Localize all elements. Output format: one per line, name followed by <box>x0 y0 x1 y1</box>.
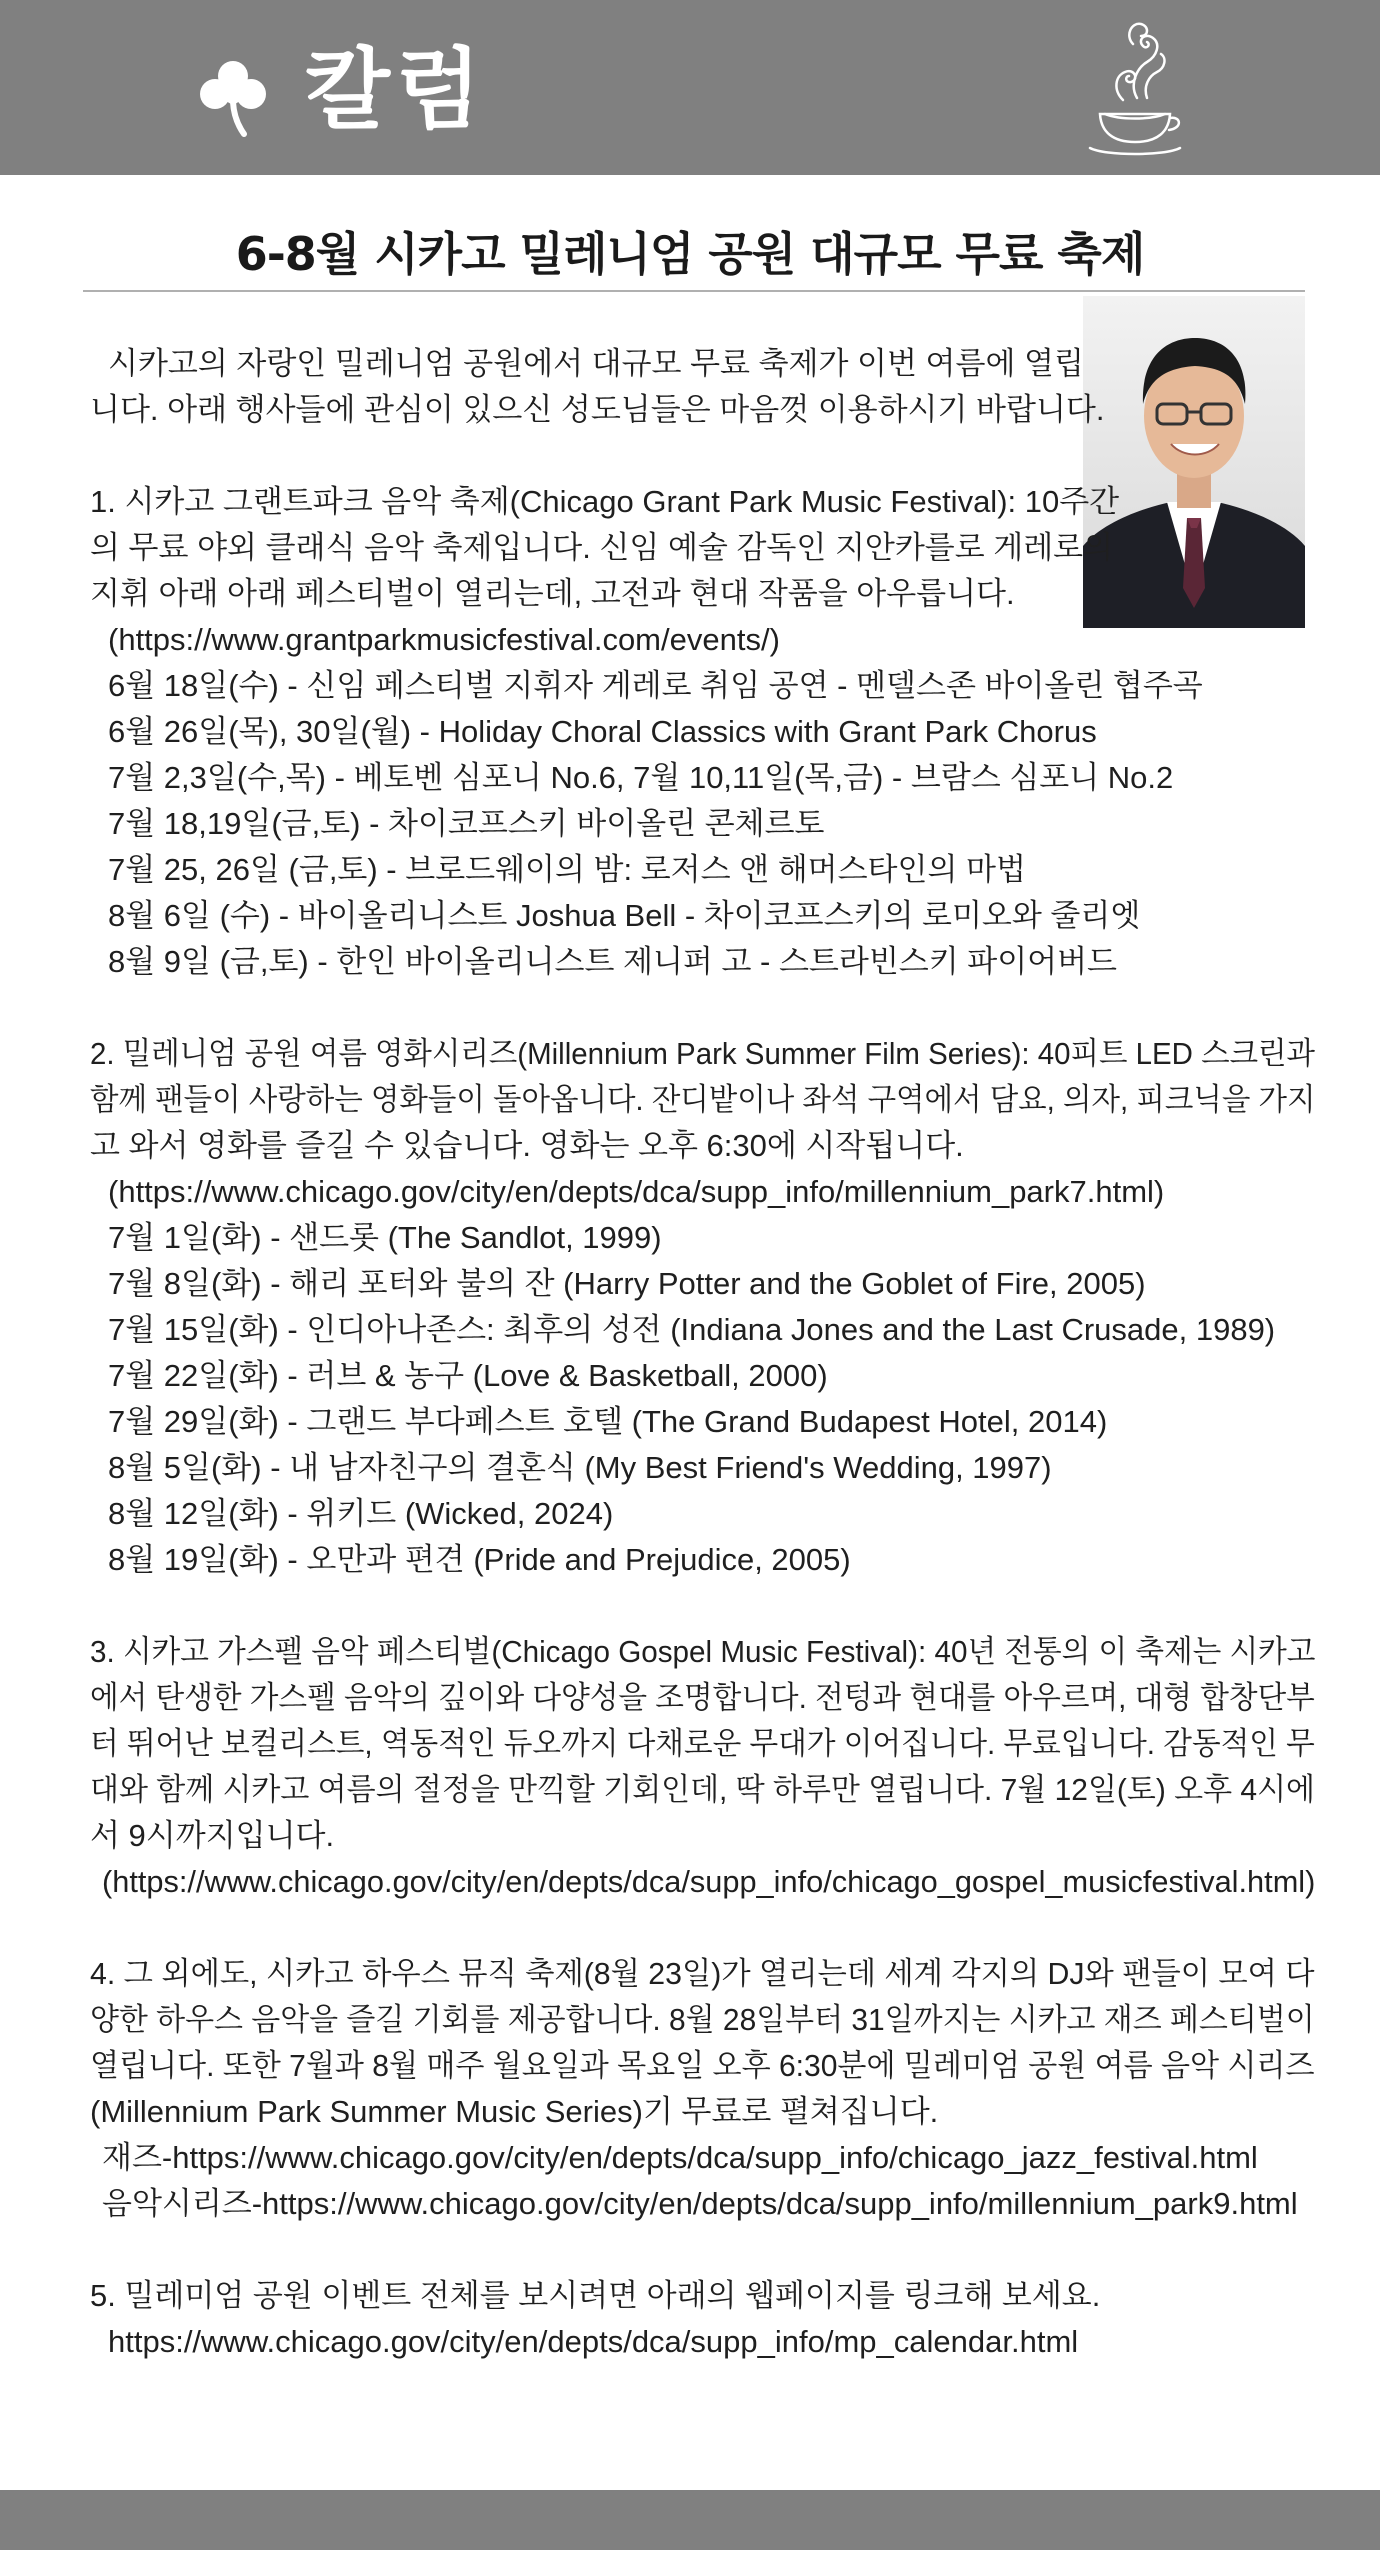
event-list-item: 7월 25, 26일 (금,토) - 브로드웨이의 밤: 로저스 앤 해머스타인의 마법 <box>108 852 1026 887</box>
calendar-url[interactable]: https://www.chicago.gov/city/en/depts/dca/supp_info/mp_calendar.html <box>108 2324 1079 2359</box>
section-2-heading: 2. 밀레니엄 공원 여름 영화시리즈(Millennium Park Summer Film Series): 40피트 LED 스크린과 <box>90 1036 1315 1071</box>
section-3-line: 서 9시까지입니다. <box>90 1818 335 1853</box>
event-list-item: 7월 18,19일(금,토) - 차이코프스키 바이올린 콘체르토 <box>108 806 825 841</box>
event-list-item: 8월 9일 (금,토) - 한인 바이올리니스트 제니퍼 고 - 스트라빈스키 파이어버드 <box>108 944 1118 979</box>
event-list-item: 6월 18일(수) - 신임 페스티벌 지휘자 게레로 취임 공연 - 멘델스존 바이올린 협주곡 <box>108 668 1203 703</box>
section-3-line: 터 뛰어난 보컬리스트, 역동적인 듀오까지 다채로운 무대가 이어집니다. 무료입니다. 감동적인 무 <box>90 1726 1315 1761</box>
section-2-line: 함께 팬들이 사랑하는 영화들이 돌아옵니다. 잔디밭이나 좌석 구역에서 담요, 의자, 피크닉을 가지 <box>90 1082 1316 1117</box>
article-title: 6-8월 시카고 밀레니엄 공원 대규모 무료 축제 <box>235 227 1145 281</box>
section-4-line: 양한 하우스 음악을 즐길 기회를 제공합니다. 8월 28일부터 31일까지는 시카고 재즈 페스티벌이 <box>90 2002 1315 2037</box>
grant-park-url[interactable]: (https://www.grantparkmusicfestival.com/events/) <box>108 622 780 657</box>
film-list-item: 7월 8일(화) - 해리 포터와 불의 잔 (Harry Potter and the Goblet of Fire, 2005) <box>108 1266 1146 1301</box>
footer-bar <box>0 2490 1380 2550</box>
section-3-line: 에서 탄생한 가스펠 음악의 깊이와 다양성을 조명합니다. 전텅과 현대를 아우르며, 대형 합창단부 <box>90 1680 1315 1715</box>
film-list-item: 7월 1일(화) - 샌드롯 (The Sandlot, 1999) <box>108 1220 662 1255</box>
music-series-url[interactable]: 음악시리즈-https://www.chicago.gov/city/en/depts/dca/supp_info/millennium_park9.html <box>102 2186 1298 2221</box>
clover-icon <box>198 58 268 138</box>
film-list-item: 8월 19일(화) - 오만과 편견 (Pride and Prejudice, 2005) <box>108 1542 851 1577</box>
section-3-heading: 3. 시카고 가스펠 음악 페스티벌(Chicago Gospel Music Festival): 40년 전통의 이 축제는 시카고 <box>90 1634 1316 1669</box>
section-2-line: 고 와서 영화를 즐길 수 있습니다. 영화는 오후 6:30에 시작됩니다. <box>90 1128 964 1163</box>
gospel-festival-url[interactable]: (https://www.chicago.gov/city/en/depts/dca/supp_info/chicago_gospel_musicfestival.html) <box>102 1864 1316 1899</box>
film-list-item: 7월 22일(화) - 러브 & 농구 (Love & Basketball, 2000) <box>108 1358 828 1393</box>
section-title: 칼럼 <box>305 38 488 141</box>
film-series-url[interactable]: (https://www.chicago.gov/city/en/depts/dca/supp_info/millennium_park7.html) <box>108 1174 1165 1209</box>
teacup-icon <box>1085 10 1185 165</box>
title-divider <box>83 290 1305 292</box>
section-1-line: 지휘 아래 아래 페스티벌이 열리는데, 고전과 현대 작품을 아우릅니다. <box>90 576 1015 611</box>
event-list-item: 7월 2,3일(수,목) - 베토벤 심포니 No.6, 7월 10,11일(목,금) - 브람스 심포니 No.2 <box>108 760 1174 795</box>
section-4-line: 열립니다. 또한 7월과 8월 매주 월요일과 목요일 오후 6:30분에 밀레미엄 공원 여름 음악 시리즈 <box>90 2048 1315 2083</box>
author-photo <box>1083 296 1305 628</box>
jazz-festival-url[interactable]: 재즈-https://www.chicago.gov/city/en/depts/dca/supp_info/chicago_jazz_festival.html <box>102 2140 1258 2175</box>
intro-line: 니다. 아래 행사들에 관심이 있으신 성도님들은 마음껏 이용하시기 바랍니다. <box>90 392 1105 427</box>
header-bar <box>0 0 1380 175</box>
section-3-line: 대와 함께 시카고 여름의 절정을 만끽할 기회인데, 딱 하루만 열립니다. 7월 12일(토) 오후 4시에 <box>90 1772 1315 1807</box>
section-1-heading: 1. 시카고 그랜트파크 음악 축제(Chicago Grant Park Music Festival): 10주간 <box>90 484 1120 519</box>
film-list-item: 7월 15일(화) - 인디아나존스: 최후의 성전 (Indiana Jones and the Last Crusade, 1989) <box>108 1312 1276 1347</box>
film-list-item: 7월 29일(화) - 그랜드 부다페스트 호텔 (The Grand Budapest Hotel, 2014) <box>108 1404 1108 1439</box>
event-list-item: 6월 26일(목), 30일(월) - Holiday Choral Classics with Grant Park Chorus <box>108 714 1097 749</box>
film-list-item: 8월 12일(화) - 위키드 (Wicked, 2024) <box>108 1496 614 1531</box>
section-5-heading: 5. 밀레미엄 공원 이벤트 전체를 보시려면 아래의 웹페이지를 링크해 보세요. <box>90 2278 1101 2313</box>
section-4-line: (Millennium Park Summer Music Series)기 무료로 펼쳐집니다. <box>90 2094 939 2129</box>
film-list-item: 8월 5일(화) - 내 남자친구의 결혼식 (My Best Friend's Wedding, 1997) <box>108 1450 1052 1485</box>
event-list-item: 8월 6일 (수) - 바이올리니스트 Joshua Bell - 차이코프스키의 로미오와 줄리엣 <box>108 898 1141 933</box>
intro-line: 시카고의 자랑인 밀레니엄 공원에서 대규모 무료 축제가 이번 여름에 열립 <box>108 346 1084 381</box>
section-4-heading: 4. 그 외에도, 시카고 하우스 뮤직 축제(8월 23일)가 열리는데 세계 각지의 DJ와 팬들이 모여 다 <box>90 1956 1315 1991</box>
section-1-line: 의 무료 야외 클래식 음악 축제입니다. 신임 예술 감독인 지안카를로 게레로의 <box>90 530 1114 565</box>
